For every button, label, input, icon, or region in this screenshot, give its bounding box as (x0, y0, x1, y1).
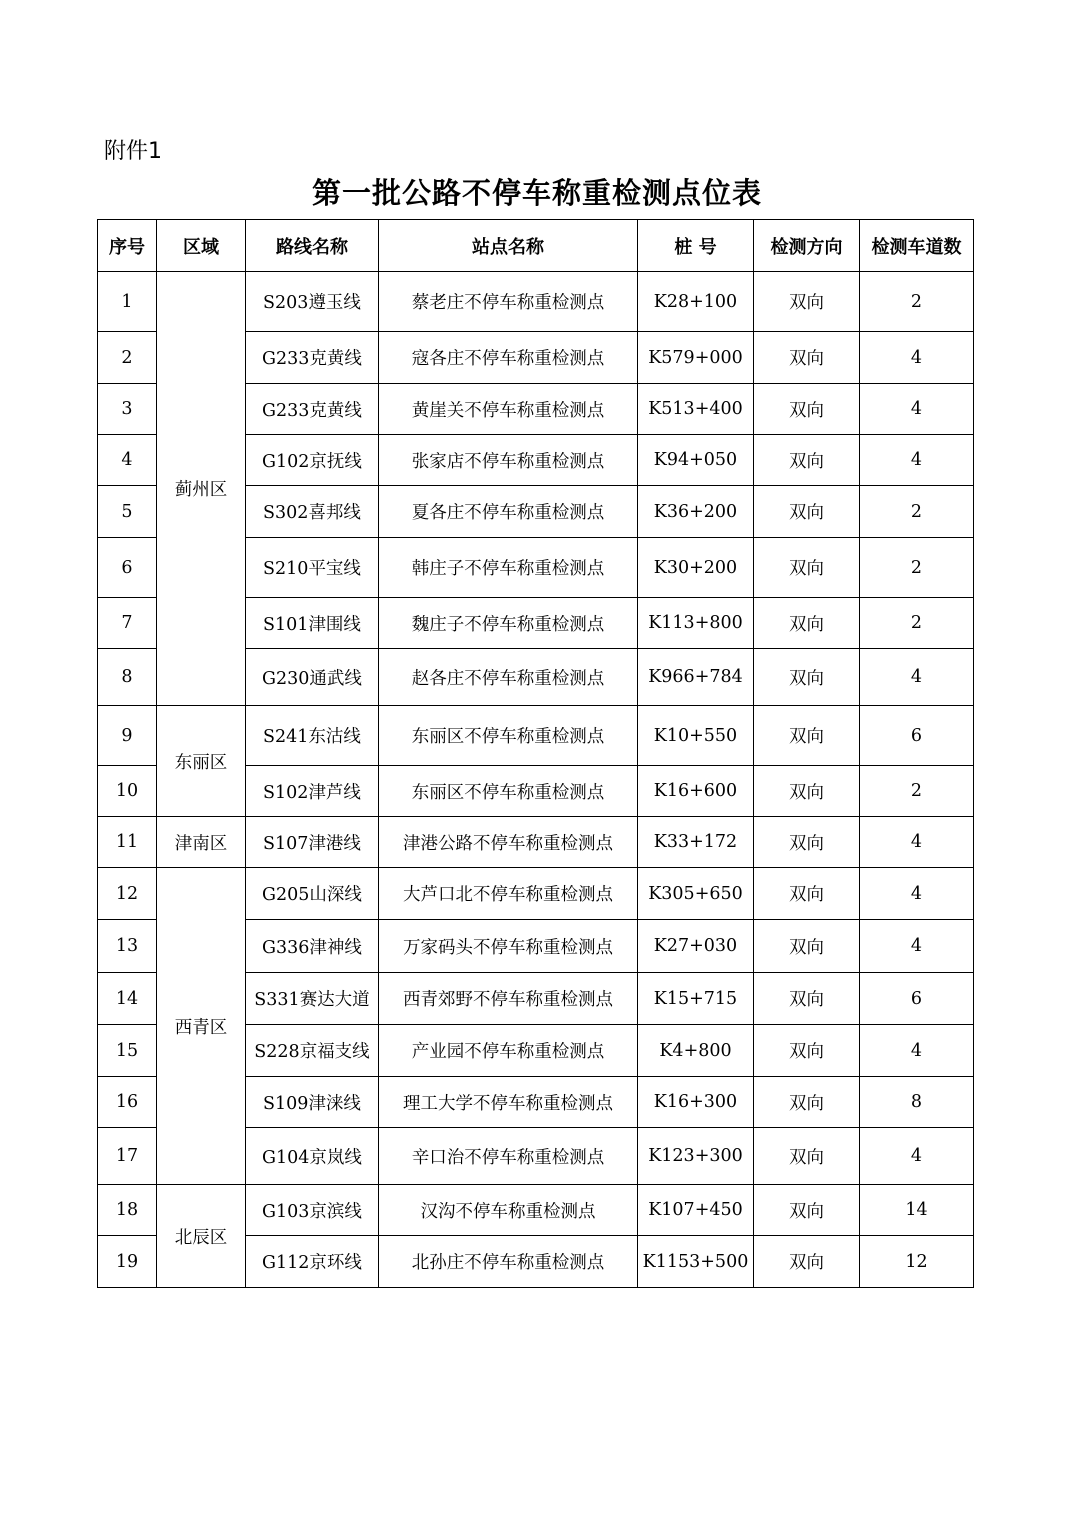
cell-direction: 双向 (754, 706, 860, 766)
cell-direction: 双向 (754, 766, 860, 817)
table-row (98, 272, 974, 332)
cell-site: 万家码头不停车称重检测点 (379, 920, 638, 973)
cell-region: 东丽区 (157, 706, 246, 817)
cell-lanes: 4 (860, 1128, 974, 1185)
cell-lanes: 6 (860, 973, 974, 1025)
cell-direction: 双向 (754, 538, 860, 598)
cell-lanes: 4 (860, 868, 974, 920)
cell-no: 7 (98, 598, 157, 649)
cell-site: 黄崖关不停车称重检测点 (379, 384, 638, 435)
cell-route: S107津港线 (246, 817, 379, 868)
cell-no: 12 (98, 868, 157, 920)
cell-stake: K36+200 (638, 486, 754, 538)
header-route: 路线名称 (246, 220, 379, 272)
cell-route: G230通武线 (246, 649, 379, 706)
cell-direction: 双向 (754, 486, 860, 538)
header-site: 站点名称 (379, 220, 638, 272)
cell-no: 5 (98, 486, 157, 538)
cell-direction: 双向 (754, 973, 860, 1025)
cell-no: 14 (98, 973, 157, 1025)
cell-site: 赵各庄不停车称重检测点 (379, 649, 638, 706)
cell-site: 辛口治不停车称重检测点 (379, 1128, 638, 1185)
cell-no: 10 (98, 766, 157, 817)
cell-lanes: 4 (860, 817, 974, 868)
header-no: 序号 (98, 220, 157, 272)
cell-direction: 双向 (754, 817, 860, 868)
cell-route: G233克黄线 (246, 332, 379, 384)
cell-lanes: 4 (860, 332, 974, 384)
cell-route: S302喜邦线 (246, 486, 379, 538)
cell-direction: 双向 (754, 332, 860, 384)
cell-lanes: 2 (860, 272, 974, 332)
header-row (98, 220, 974, 272)
cell-site: 张家店不停车称重检测点 (379, 435, 638, 486)
cell-site: 韩庄子不停车称重检测点 (379, 538, 638, 598)
cell-no: 4 (98, 435, 157, 486)
table-row (98, 706, 974, 766)
cell-no: 6 (98, 538, 157, 598)
cell-lanes: 8 (860, 1077, 974, 1128)
cell-direction: 双向 (754, 598, 860, 649)
attachment-label: 附件1 (104, 139, 162, 164)
cell-route: G104京岚线 (246, 1128, 379, 1185)
cell-lanes: 4 (860, 435, 974, 486)
table-row (98, 817, 974, 868)
cell-lanes: 4 (860, 1025, 974, 1077)
cell-stake: K28+100 (638, 272, 754, 332)
cell-direction: 双向 (754, 384, 860, 435)
cell-route: G112京环线 (246, 1236, 379, 1288)
cell-no: 13 (98, 920, 157, 973)
cell-stake: K107+450 (638, 1185, 754, 1236)
table-row (98, 868, 974, 920)
cell-lanes: 4 (860, 920, 974, 973)
cell-site: 理工大学不停车称重检测点 (379, 1077, 638, 1128)
cell-no: 16 (98, 1077, 157, 1128)
cell-direction: 双向 (754, 272, 860, 332)
cell-site: 魏庄子不停车称重检测点 (379, 598, 638, 649)
page-title: 第一批公路不停车称重检测点位表 (311, 176, 762, 210)
cell-stake: K1153+500 (638, 1236, 754, 1288)
cell-stake: K16+300 (638, 1077, 754, 1128)
cell-no: 15 (98, 1025, 157, 1077)
cell-stake: K27+030 (638, 920, 754, 973)
cell-region: 津南区 (157, 817, 246, 868)
weigh-station-table (97, 219, 974, 1288)
cell-direction: 双向 (754, 920, 860, 973)
cell-stake: K16+600 (638, 766, 754, 817)
cell-route: S228京福支线 (246, 1025, 379, 1077)
cell-stake: K579+000 (638, 332, 754, 384)
header-direction: 检测方向 (754, 220, 860, 272)
cell-route: S241东沽线 (246, 706, 379, 766)
cell-stake: K4+800 (638, 1025, 754, 1077)
cell-no: 2 (98, 332, 157, 384)
header-lanes: 检测车道数 (860, 220, 974, 272)
cell-no: 18 (98, 1185, 157, 1236)
cell-lanes: 4 (860, 384, 974, 435)
cell-site: 蔡老庄不停车称重检测点 (379, 272, 638, 332)
cell-site: 产业园不停车称重检测点 (379, 1025, 638, 1077)
cell-direction: 双向 (754, 1077, 860, 1128)
cell-route: G233克黄线 (246, 384, 379, 435)
cell-site: 津港公路不停车称重检测点 (379, 817, 638, 868)
cell-lanes: 14 (860, 1185, 974, 1236)
cell-lanes: 2 (860, 766, 974, 817)
cell-stake: K513+400 (638, 384, 754, 435)
cell-route: S331赛达大道 (246, 973, 379, 1025)
cell-lanes: 12 (860, 1236, 974, 1288)
cell-no: 19 (98, 1236, 157, 1288)
cell-no: 8 (98, 649, 157, 706)
cell-stake: K10+550 (638, 706, 754, 766)
cell-direction: 双向 (754, 435, 860, 486)
cell-stake: K15+715 (638, 973, 754, 1025)
cell-direction: 双向 (754, 1236, 860, 1288)
cell-direction: 双向 (754, 649, 860, 706)
cell-direction: 双向 (754, 1025, 860, 1077)
table-row (98, 1185, 974, 1236)
header-region: 区域 (157, 220, 246, 272)
cell-no: 9 (98, 706, 157, 766)
cell-direction: 双向 (754, 1185, 860, 1236)
cell-site: 寇各庄不停车称重检测点 (379, 332, 638, 384)
cell-stake: K33+172 (638, 817, 754, 868)
cell-stake: K305+650 (638, 868, 754, 920)
cell-lanes: 6 (860, 706, 974, 766)
cell-no: 1 (98, 272, 157, 332)
cell-region: 西青区 (157, 868, 246, 1185)
cell-lanes: 4 (860, 649, 974, 706)
cell-stake: K113+800 (638, 598, 754, 649)
cell-route: S109津涞线 (246, 1077, 379, 1128)
cell-route: S210平宝线 (246, 538, 379, 598)
header-stake: 桩 号 (638, 220, 754, 272)
cell-lanes: 2 (860, 598, 974, 649)
table-body (98, 272, 974, 1288)
cell-lanes: 2 (860, 486, 974, 538)
cell-stake: K966+784 (638, 649, 754, 706)
cell-lanes: 2 (860, 538, 974, 598)
cell-site: 东丽区不停车称重检测点 (379, 706, 638, 766)
cell-direction: 双向 (754, 1128, 860, 1185)
cell-site: 北孙庄不停车称重检测点 (379, 1236, 638, 1288)
cell-no: 11 (98, 817, 157, 868)
cell-route: G102京抚线 (246, 435, 379, 486)
cell-region: 蓟州区 (157, 272, 246, 706)
cell-region: 北辰区 (157, 1185, 246, 1288)
cell-direction: 双向 (754, 868, 860, 920)
cell-site: 东丽区不停车称重检测点 (379, 766, 638, 817)
cell-site: 夏各庄不停车称重检测点 (379, 486, 638, 538)
cell-route: S102津芦线 (246, 766, 379, 817)
cell-site: 汉沟不停车称重检测点 (379, 1185, 638, 1236)
cell-site: 大芦口北不停车称重检测点 (379, 868, 638, 920)
cell-stake: K123+300 (638, 1128, 754, 1185)
cell-route: S203遵玉线 (246, 272, 379, 332)
cell-stake: K30+200 (638, 538, 754, 598)
cell-site: 西青郊野不停车称重检测点 (379, 973, 638, 1025)
cell-stake: K94+050 (638, 435, 754, 486)
cell-route: G205山深线 (246, 868, 379, 920)
cell-route: S101津围线 (246, 598, 379, 649)
cell-no: 3 (98, 384, 157, 435)
cell-no: 17 (98, 1128, 157, 1185)
cell-route: G336津神线 (246, 920, 379, 973)
cell-route: G103京滨线 (246, 1185, 379, 1236)
